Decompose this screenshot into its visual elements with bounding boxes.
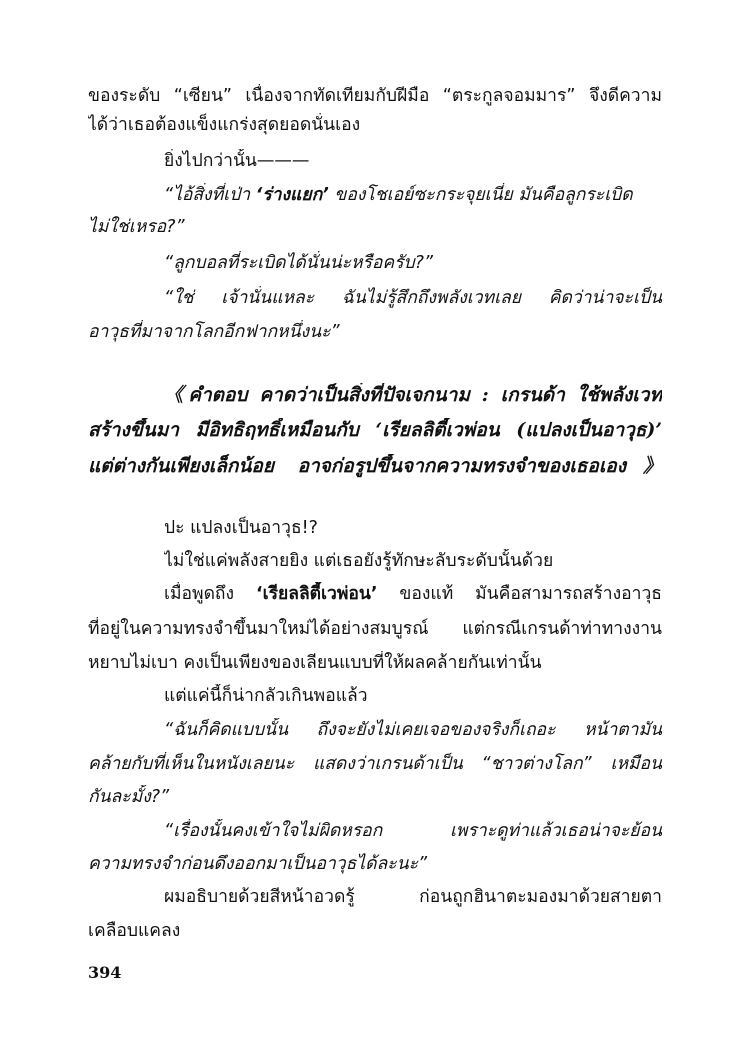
text-span: เมื่อพูดถึง (164, 584, 256, 604)
text-span: ได้ว่าเธอต้องแข็งแกร่งสุดยอดนั่นเอง (88, 115, 361, 135)
text-span: สร้างขึ้นมา มีอิทธิฤทธิ์เหมือนกับ ‘เรียลลิตี้เวพ่อน (แปลงเป็นอาวุธ)’ (88, 419, 662, 441)
text-line (164, 885, 662, 909)
text-line (164, 149, 662, 173)
text-span: ไม่ใช่แค่พลังสายยิง แต่เธอยังรู้ทักษะลับระดับนั้นด้วย (164, 551, 554, 571)
dialogue-line (88, 852, 662, 876)
text-span: ที่อยู่ในความทรงจำขึ้นมาใหม่ได้อย่างสมบูรณ์ แต่กรณีเกรนด้าท่าทางงาน (88, 619, 662, 639)
text-span: ปะ แปลงเป็นอาวุธ!? (164, 518, 318, 538)
page-number: 394 (88, 963, 122, 982)
dialogue-line (88, 320, 662, 344)
dialogue-line (88, 785, 662, 809)
dialogue-line (164, 183, 662, 207)
text-span: “ฉันก็คิดแบบนั้น ถึงจะยังไม่เคยเจอของจริงก็เถอะ หน้าตามัน (164, 720, 662, 740)
dialogue-line (164, 286, 662, 310)
text-span: ของแท้ มันคือสามารถสร้างอาวุธ (377, 584, 662, 604)
text-line (164, 684, 662, 708)
text-span: “เรื่องนั้นคงเข้าใจไม่ผิดหรอก เพราะดูท่าแล้วเธอน่าจะย้อน (164, 821, 662, 841)
dialogue-line (88, 215, 662, 239)
system-message-line (88, 454, 662, 478)
text-line (164, 516, 662, 540)
text-span: ของโชเอย์ซะกระจุยเนี่ย มันคือลูกระเบิด (328, 185, 633, 205)
text-line (88, 113, 662, 137)
text-line (164, 549, 662, 573)
text-span: เคลือบแคลง (88, 921, 181, 941)
text-line (88, 84, 662, 108)
text-span: ผมอธิบายด้วยสีหน้าอวดรู้ ก่อนถูกฮินาตะมองมาด้วยสายตา (164, 887, 662, 907)
text-span: หยาบไม่เบา คงเป็นเพียงของเลียนแบบที่ให้ผลคล้ายกันเท่านั้น (88, 653, 542, 673)
text-span: “ไอ้สิ่งที่เป่า (164, 185, 256, 205)
text-span: ไม่ใช่เหรอ?” (88, 217, 185, 237)
text-span: กันละมั้ง?” (88, 787, 170, 807)
text-line (88, 617, 662, 641)
bold-term: ‘ร่างแยก’ (255, 185, 329, 205)
text-line (88, 651, 662, 675)
text-span: 《คำตอบ คาดว่าเป็นสิ่งที่ปัจเจกนาม : เกรนด้า ใช้พลังเวท (164, 384, 662, 406)
system-message-line (164, 383, 662, 407)
text-span: แต่ต่างกันเพียงเล็กน้อย อาจก่อรูปขึ้นจากความทรงจำของเธอเอง》 (88, 455, 662, 477)
text-line (88, 919, 662, 943)
dialogue-line (164, 251, 662, 275)
text-span: คล้ายกับที่เห็นในหนังเลยนะ แสดงว่าเกรนด้าเป็น “ชาวต่างโลก” เหมือน (88, 754, 662, 774)
dialogue-line (164, 718, 662, 742)
text-span: ของระดับ “เซียน” เนื่องจากทัดเทียมกับฝีมือ “ตระกูลจอมมาร” จึงดีความ (88, 86, 662, 106)
dialogue-line (164, 819, 662, 843)
text-span: แต่แค่นี้ก็น่ากลัวเกินพอแล้ว (164, 686, 368, 706)
text-span: “ใช่ เจ้านั่นแหละ ฉันไม่รู้สึกถึงพลังเวทเลย คิดว่าน่าจะเป็น (164, 288, 662, 308)
bold-term: ‘เรียลลิตี้เวพ่อน’ (255, 584, 378, 604)
text-span: อาวุธที่มาจากโลกอีกฟากหนึ่งนะ” (88, 322, 340, 342)
text-span: “ลูกบอลที่ระเบิดได้นั่นน่ะหรือครับ?” (164, 253, 433, 273)
text-span: ยิ่งไปกว่านั้น——— (164, 151, 310, 171)
text-line (164, 582, 662, 606)
system-message-line (88, 418, 662, 442)
dialogue-line (88, 752, 662, 776)
text-span: ความทรงจำก่อนดึงออกมาเป็นอาวุธได้ละนะ” (88, 854, 428, 874)
